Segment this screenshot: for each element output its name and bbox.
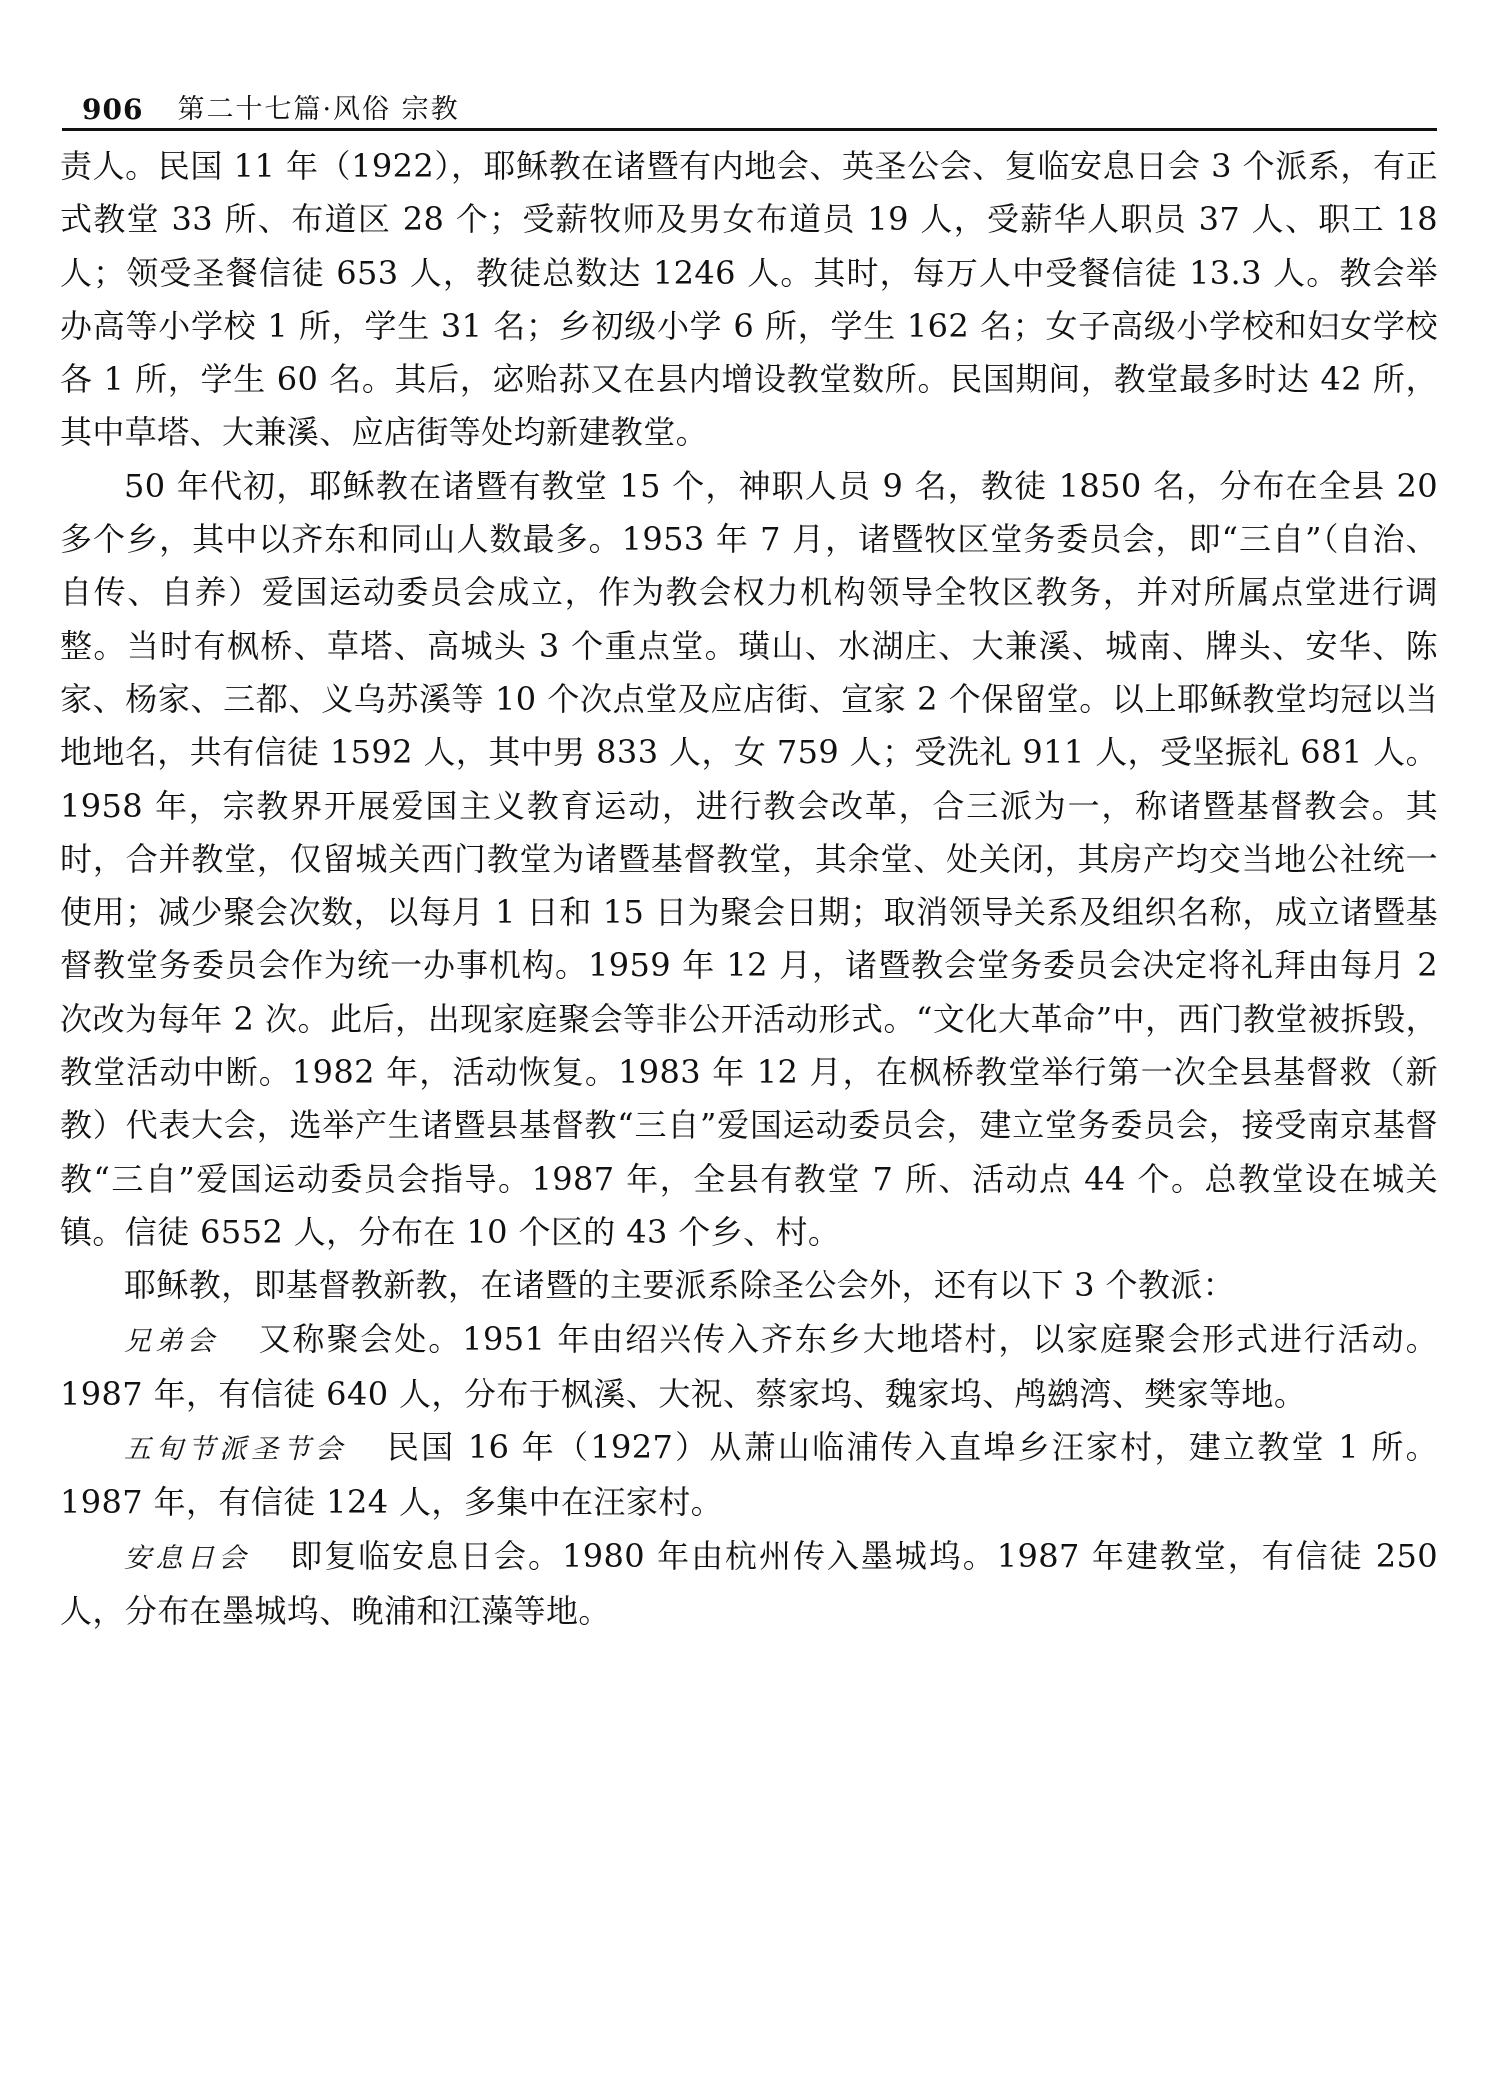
denomination-entry-adventist [60, 1530, 1438, 1639]
header-rule [62, 128, 1437, 131]
section-title: 第二十七篇·风俗 宗教 [177, 94, 460, 125]
page-number: 906 [82, 93, 144, 126]
denomination-text: 民国 16 年（1927）从萧山临浦传入直埠乡汪家村，建立教堂 1 所。1987 年，有信徒 124 人，多集中在汪家村。 [60, 1428, 1439, 1522]
denomination-name: 兄弟会 [124, 1325, 219, 1357]
denomination-name: 安息日会 [124, 1542, 251, 1574]
denomination-text: 又称聚会处。1951 年由绍兴传入齐东乡大地塔村，以家庭聚会形式进行活动。1987 年，有信徒 640 人，分布于枫溪、大祝、蔡家坞、魏家坞、鸬鹚湾、樊家等地。 [60, 1319, 1438, 1413]
denomination-entry-pentecostal [60, 1421, 1438, 1530]
paragraph-1950s-history: 50 年代初，耶稣教在诸暨有教堂 15 个，神职人员 9 名，教徒 1850 名，分布在全县 20 多个乡，其中以齐东和同山人数最多。1953 年 7 月，诸暨牧区堂务委员会，即“三自”（自治、自传、自养）爱国运动委员会成立，作为教会权力机构领导全牧区教务，并对所属点堂进行调整。当时有枫桥、草塔、高城头 3 个重点堂。璜山、水湖庄、大兼溪、城南、牌头、安华、陈家、杨家、三都、义乌苏溪等 10 个次点堂及应店街、宣家 2 个保留堂。以上耶稣教堂均冠以当地地名，共有信徒 1592 人，其中男 833 人，女 759 人；受洗礼 911 人，受坚振礼 681 人。1958 年，宗教界开展爱国主义教育运动，进行教会改革，合三派为一，称诸暨基督教会。其时，合并教堂，仅留城关西门教堂为诸暨基督教堂，其余堂、处关闭，其房产均交当地公社统一使用；减少聚会次数，以每月 1 日和 15 日为聚会日期；取消领导关系及组织名称，成立诸暨基督教堂务委员会作为统一办事机构。1959 年 12 月，诸暨教会堂务委员会决定将礼拜由每月 2 次改为每年 2 次。此后，出现家庭聚会等非公开活动形式。“文化大革命”中，西门教堂被拆毁，教堂活动中断。1982 年，活动恢复。1983 年 12 月，在枫桥教堂举行第一次全县基督救（新教）代表大会，选举产生诸暨县基督教“三自”爱国运动委员会，建立堂务委员会，接受南京基督教“三自”爱国运动委员会指导。1987 年，全县有教堂 7 所、活动点 44 个。总教堂设在城关镇。信徒 6552 人，分布在 10 个区的 43 个乡、村。 [60, 466, 1438, 1251]
denomination-text: 即复临安息日会。1980 年由杭州传入墨城坞。1987 年建教堂，有信徒 250 人，分布在墨城坞、晚浦和江藻等地。 [60, 1536, 1438, 1631]
body-text [60, 140, 1438, 1638]
running-header [82, 76, 1432, 126]
paragraph-denominations-intro: 耶稣教，即基督教新教，在诸暨的主要派系除圣公会外，还有以下 3 个教派： [124, 1266, 1236, 1305]
denomination-entry-brethren [60, 1313, 1438, 1422]
paragraph-continuation: 责人。民国 11 年（1922），耶稣教在诸暨有内地会、英圣公会、复临安息日会 3 个派系，有正式教堂 33 所、布道区 28 个；受薪牧师及男女布道员 19 人，受薪华人职员 37 人、职工 18 人；领受圣餐信徒 653 人，教徒总数达 1246 人。其时，每万人中受餐信徒 13.3 人。教会举办高等小学校 1 所，学生 31 名；乡初级小学 6 所，学生 162 名；女子高级小学校和妇女学校各 1 所，学生 60 名。其后，宓贻荪又在县内增设教堂数所。民国期间，教堂最多时达 42 所，其中草塔、大兼溪、应店街等处均新建教堂。 [60, 147, 1438, 452]
denomination-name: 五旬节派圣节会 [124, 1434, 347, 1466]
